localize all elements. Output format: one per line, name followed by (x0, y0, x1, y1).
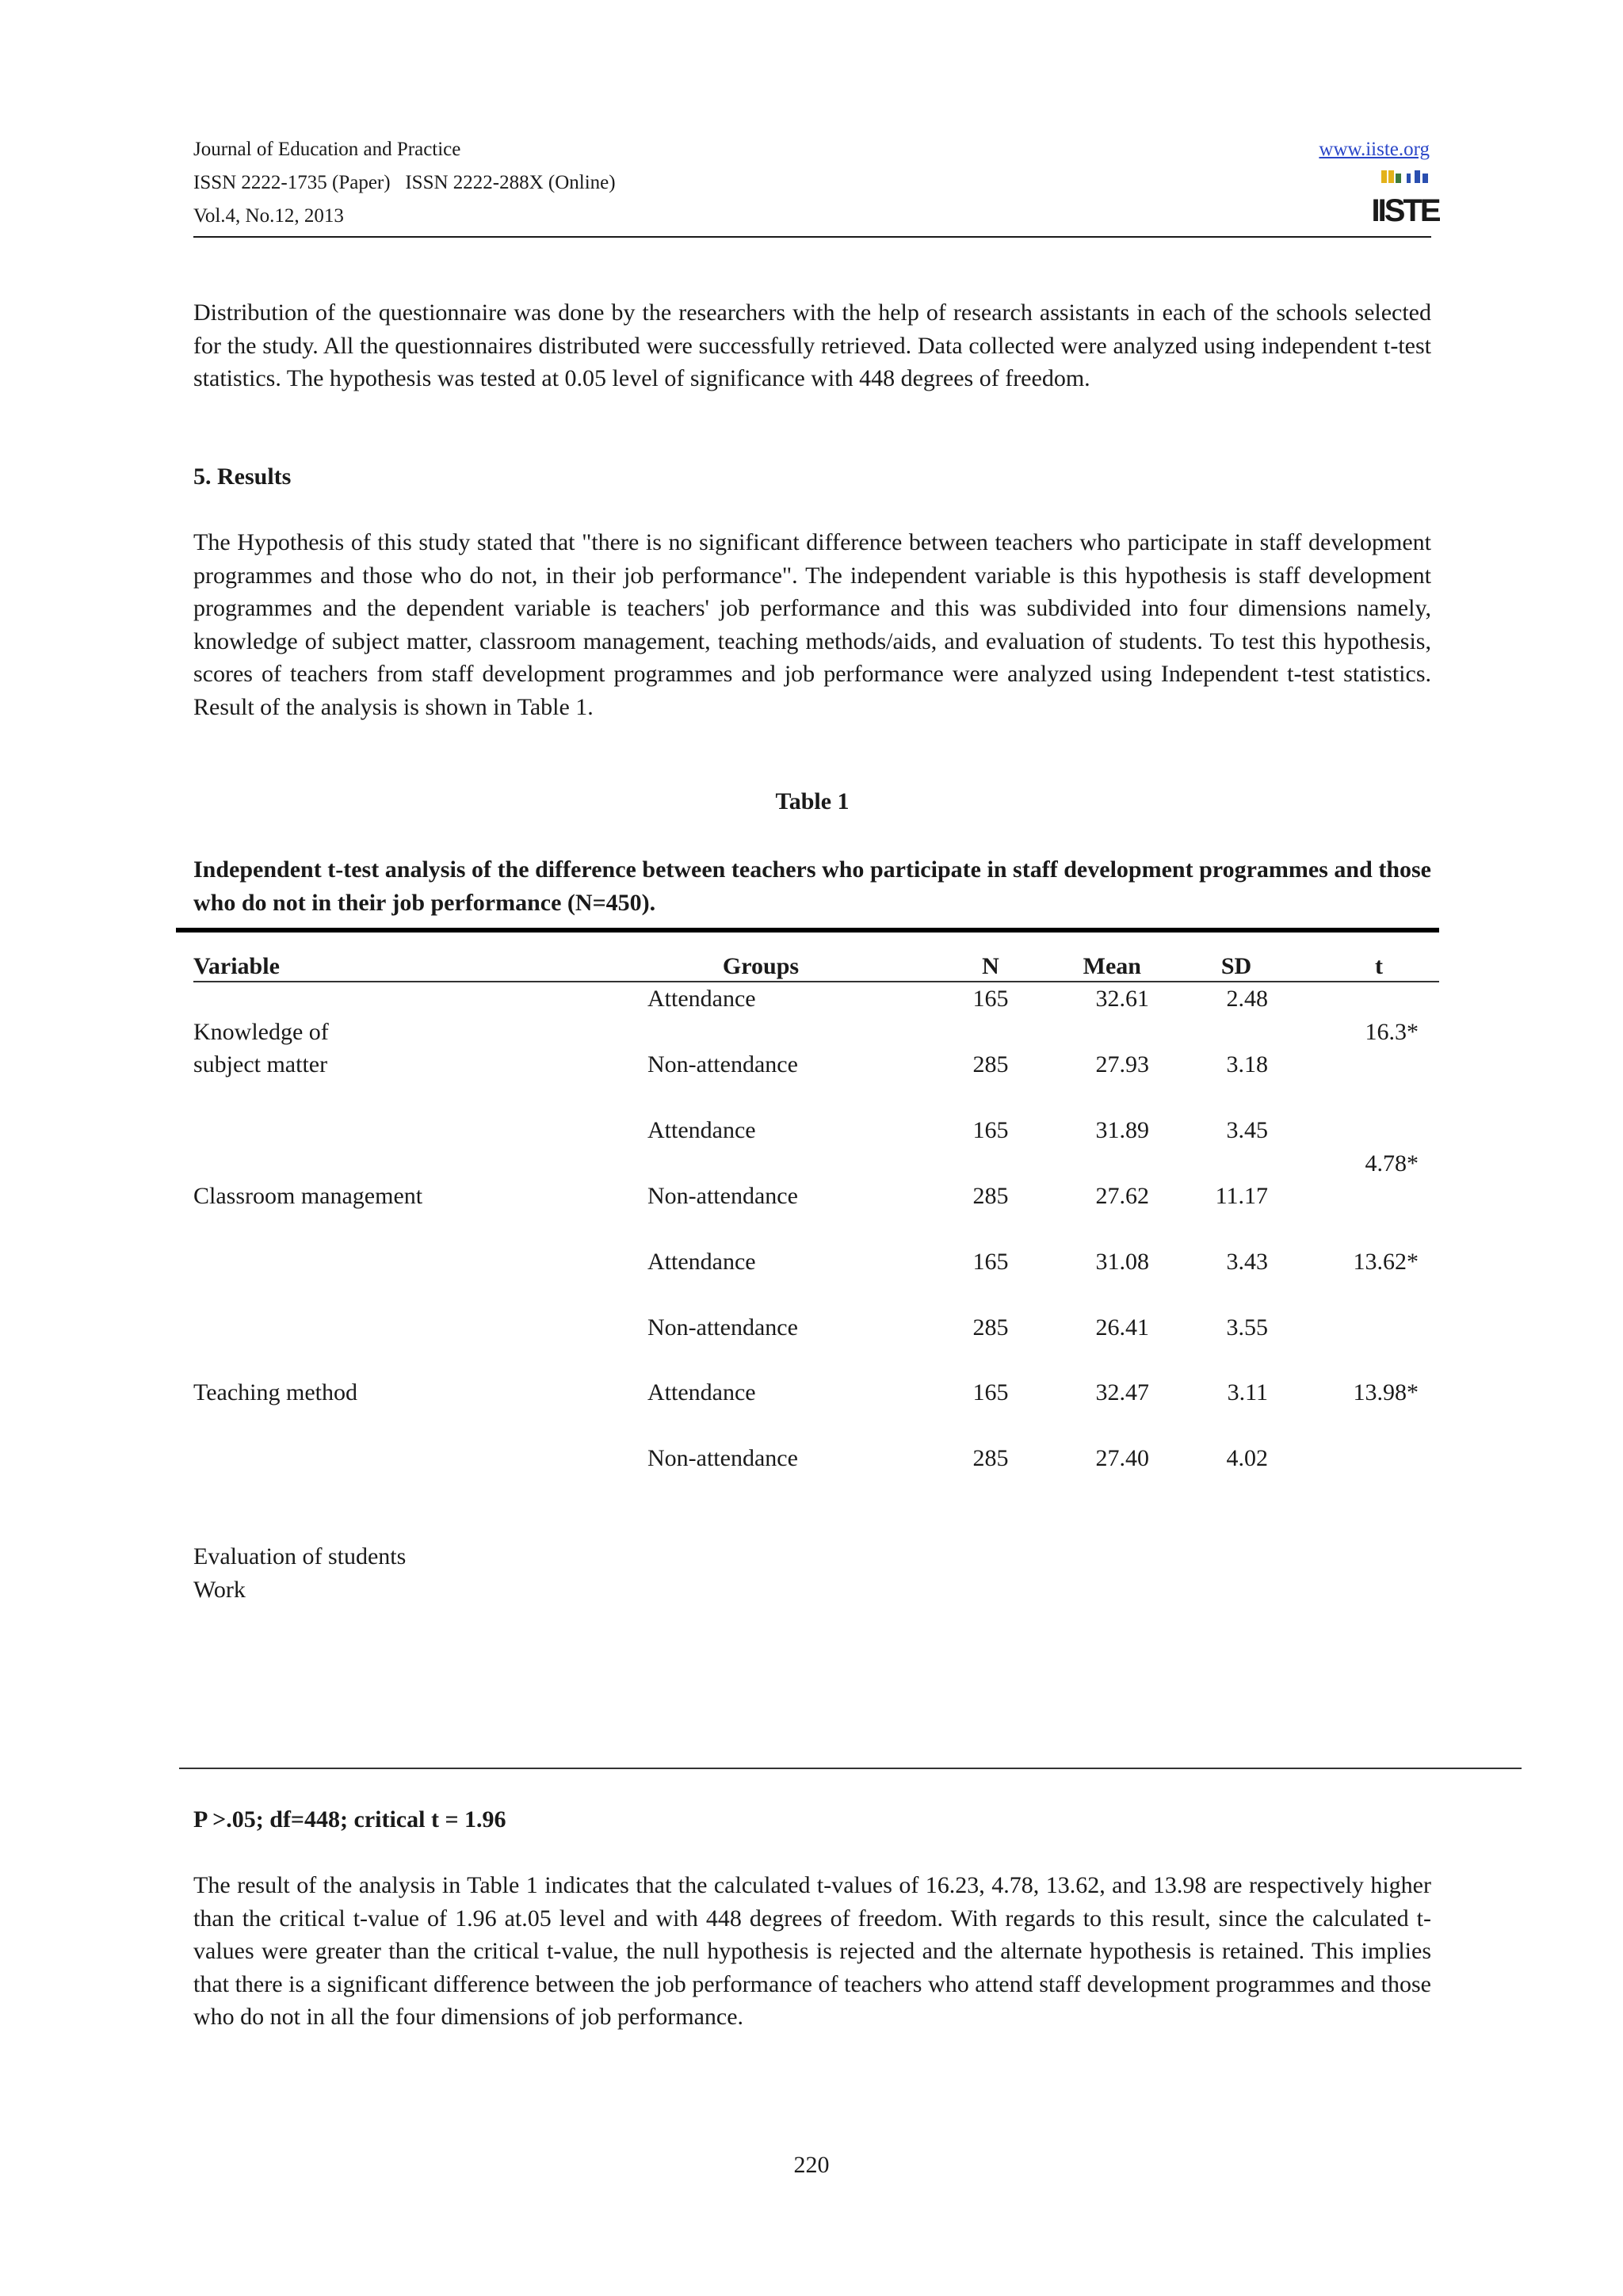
table-top-rule (176, 928, 1439, 933)
header-t: t (1375, 953, 1383, 979)
table-label: Table 1 (775, 788, 850, 814)
header-mean: Mean (1083, 953, 1141, 979)
journal-name: Journal of Education and Practice (193, 139, 461, 160)
table-caption: Independent t-test analysis of the difference between teachers who participate in staff development programmes and those who do not in their job performance (N=450). (193, 856, 1431, 916)
journal-url-link[interactable]: www.iiste.org (1319, 139, 1430, 160)
table-row-n: 165 (972, 1117, 1009, 1143)
table-row-sd: 4.02 (1226, 1445, 1268, 1471)
table-row-group: Non-attendance (647, 1445, 798, 1471)
variable-knowledge-line2: subject matter (193, 1051, 328, 1077)
intro-paragraph: Distribution of the questionnaire was done by the researchers with the help of research assistants in each of the schools selected for the study. All the questionnaires distributed were successfully retrieved. Data collected were analyzed using independent t-test statistics. The hypothesis was tested at 0.05 level of significance with 448 degrees of freedom. (193, 299, 1431, 391)
table-row-group: Attendance (647, 1117, 756, 1143)
table-row-sd: 3.55 (1226, 1314, 1268, 1341)
table-note: P >.05; df=448; critical t = 1.96 (193, 1806, 506, 1833)
header-sd: SD (1220, 953, 1252, 979)
header-n: N (982, 953, 999, 979)
table-row-n: 285 (972, 1445, 1009, 1471)
table-row-mean: 31.08 (1095, 1249, 1149, 1275)
t-value-evaluation: 13.98* (1353, 1379, 1419, 1405)
header-variable: Variable (193, 953, 280, 979)
table-row-sd: 11.17 (1215, 1183, 1268, 1209)
variable-knowledge-line1: Knowledge of (193, 1019, 329, 1045)
table-row-n: 165 (972, 1379, 1009, 1405)
table-row-n: 285 (972, 1314, 1009, 1341)
table-row-group: Non-attendance (647, 1314, 798, 1341)
table-row-mean: 27.93 (1095, 1051, 1149, 1077)
table-row-n: 165 (972, 986, 1009, 1012)
table-row-group: Attendance (647, 986, 756, 1012)
variable-classroom: Classroom management (193, 1183, 423, 1209)
variable-teaching: Teaching method (193, 1379, 357, 1405)
volume-line: Vol.4, No.12, 2013 (193, 205, 344, 227)
table-row-mean: 26.41 (1095, 1314, 1149, 1341)
table-row-mean: 27.62 (1095, 1183, 1149, 1209)
table-row-sd: 2.48 (1226, 986, 1268, 1012)
page-number: 220 (793, 2152, 830, 2178)
header-groups: Groups (722, 953, 800, 979)
svg-text:IISTE: IISTE (1371, 193, 1439, 228)
table-row-mean: 32.61 (1095, 986, 1149, 1012)
iiste-logo (1371, 169, 1439, 228)
header-rule (193, 236, 1431, 238)
table-row-mean: 32.47 (1095, 1379, 1149, 1405)
table-row-mean: 27.40 (1095, 1445, 1149, 1471)
table-row-n: 285 (972, 1183, 1009, 1209)
table-row-group: Non-attendance (647, 1183, 798, 1209)
hypothesis-paragraph: The Hypothesis of this study stated that "there is no significant difference between teachers who participate in staff development programmes and those who do not, in their job performance". The independent variable is this hypothesis is staff development programmes and the dependent variable is teachers' job performance and this was subdivided into four dimensions namely, knowledge of subject matter, classroom management, teaching methods/aids, and evaluation of students. To test this hypothesis, scores of teachers from staff development programmes and job performance were analyzed using Independent t-test statistics. Result of the analysis is shown in Table 1. (193, 529, 1431, 720)
table-row-sd: 3.43 (1226, 1249, 1268, 1275)
results-heading: 5. Results (193, 463, 292, 490)
variable-evaluation-line1: Evaluation of students (193, 1543, 407, 1569)
table-row-sd: 3.11 (1227, 1379, 1268, 1405)
issn-line: ISSN 2222-1735 (Paper) ISSN 2222-288X (Online) (193, 172, 616, 193)
t-value-knowledge: 16.3* (1365, 1019, 1419, 1045)
t-value-teaching: 13.62* (1353, 1249, 1419, 1275)
table-row-group: Non-attendance (647, 1051, 798, 1077)
table-row-sd: 3.45 (1226, 1117, 1268, 1143)
table-row-n: 285 (972, 1051, 1009, 1077)
table-row-group: Attendance (647, 1249, 756, 1275)
table-row-mean: 31.89 (1095, 1117, 1149, 1143)
table-row-group: Attendance (647, 1379, 756, 1405)
table-bottom-rule (179, 1768, 1522, 1769)
table-row-n: 165 (972, 1249, 1009, 1275)
variable-evaluation-line2: Work (193, 1577, 246, 1603)
table-row-sd: 3.18 (1226, 1051, 1268, 1077)
discussion-paragraph: The result of the analysis in Table 1 indicates that the calculated t-values of 16.23, 4.78, 13.62, and 13.98 are respectively higher than the critical t-value of 1.96 at.05 level and with 448 degrees of freedom. With regards to this result, since the calculated t-values were greater than the critical t-value, the null hypothesis is rejected and the alternate hypothesis is retained. This implies that there is a significant difference between the job performance of teachers who attend staff development programmes and those who do not in all the four dimensions of job performance. (193, 1872, 1431, 2030)
t-value-classroom: 4.78* (1365, 1150, 1419, 1177)
